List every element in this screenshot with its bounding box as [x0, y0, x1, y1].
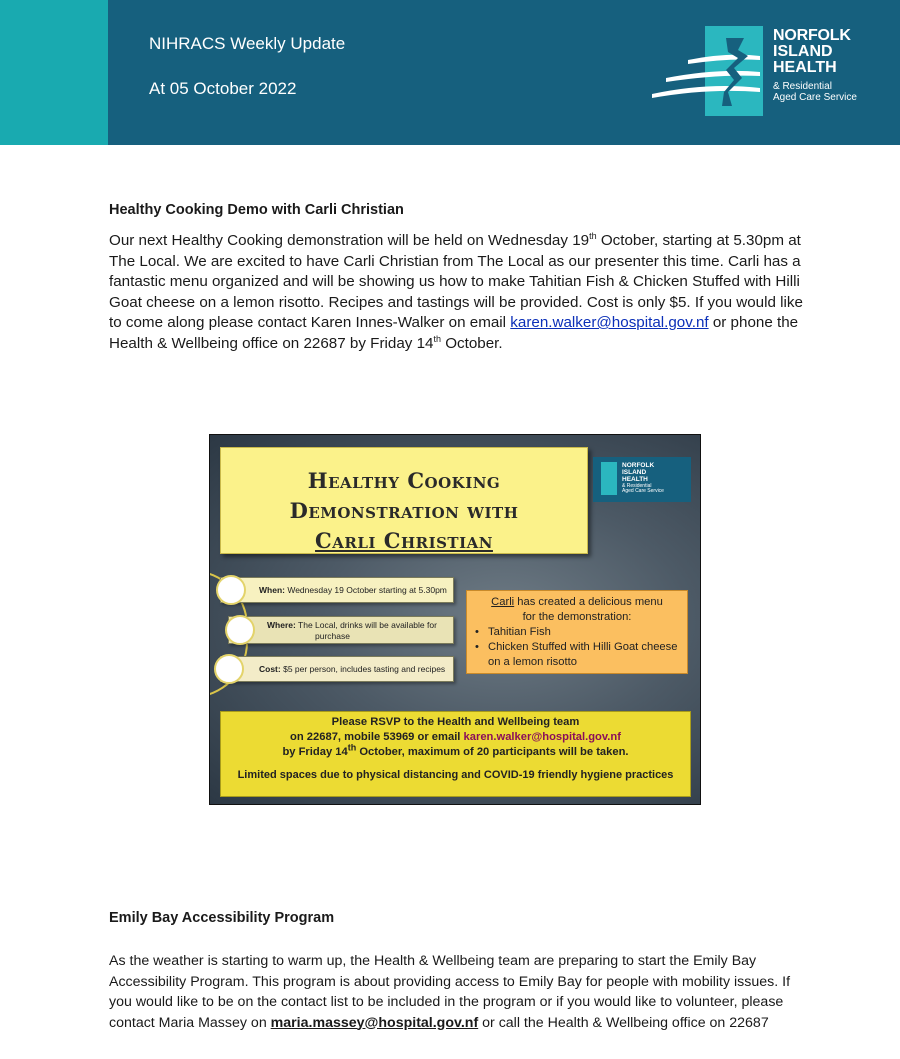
flyer-menu-box: [466, 590, 688, 674]
logo-text-line5: Aged Care Service: [773, 92, 857, 103]
where-label: Where:: [267, 620, 296, 630]
body-text: October.: [441, 334, 503, 352]
cost-text: $5 per person, includes tasting and recipes: [280, 664, 446, 674]
flyer-logo-line4: & Residential: [622, 483, 652, 489]
rsvp-line1: Please RSVP to the Health and Wellbeing team: [331, 716, 580, 728]
where-text-2: purchase: [315, 631, 350, 641]
when-label: When:: [259, 585, 285, 595]
cost-label: Cost:: [259, 664, 281, 674]
menu-list: [473, 625, 681, 670]
article-body-cooking-demo: [109, 231, 809, 354]
newsletter-title: NIHRACS Weekly Update: [149, 34, 346, 53]
body-text: or phone the Health & Wellbeing office on 22687 by Friday 14: [109, 314, 799, 352]
logo-text-line2: ISLAND: [773, 43, 833, 60]
limited-spaces-note: Limited spaces due to physical distancing and COVID-19 friendly hygiene practices: [237, 769, 674, 781]
menu-heading: [473, 595, 681, 610]
header-accent-bar: [0, 0, 108, 145]
page-header: [0, 0, 900, 145]
flyer-logo-line3: HEALTH: [622, 476, 648, 483]
rsvp-email: karen.walker@hospital.gov.nf: [463, 731, 621, 743]
menu-heading-name: Carli: [491, 596, 515, 608]
flyer-when-row: [220, 577, 454, 603]
bullet-circle-icon: [216, 575, 246, 605]
article-heading-cooking-demo: Healthy Cooking Demo with Carli Christian: [109, 202, 404, 218]
email-link-maria[interactable]: maria.massey@hospital.gov.nf: [270, 1014, 479, 1031]
newsletter-date: At 05 October 2022: [149, 79, 297, 98]
rsvp-line2-text: on 22687, mobile 53969 or email: [290, 731, 464, 743]
menu-heading-rest: has created a delicious menu: [514, 596, 663, 608]
flyer-where-row: [228, 616, 454, 644]
ordinal-suffix: th: [347, 742, 357, 753]
article-body-emily-bay: [109, 951, 799, 1033]
logo-mark-icon: [601, 462, 617, 495]
body-text: As the weather is starting to warm up, the Health & Wellbeing team are preparing to start the Emily Bay Accessibility Program. This program is about providing access to Emily Bay for people with mobility issues. If you would like to be on the contact list to be included in the program or if you would like to volunteer, please contact Maria Massey on: [109, 953, 791, 1031]
logo-text-line3: HEALTH: [773, 59, 837, 76]
logo-text-line1: NORFOLK: [773, 27, 851, 44]
rsvp-line2: [221, 730, 690, 745]
email-link-karen[interactable]: karen.walker@hospital.gov.nf: [510, 314, 709, 331]
cooking-demo-flyer: [209, 434, 701, 805]
body-text: October, starting at 5.30pm at The Local. We are excited to have Carli Christian from The Local as our presenter this time. Carli has a fantastic menu organized and will be showing us how to make Tahitian Fish & Chicken Stuffed with Hilli Goat cheese on a lemon risotto. Recipes and tastings will be provided. Cost is only $5. If you would like to come along please contact Karen Innes-Walker on email: [109, 232, 803, 331]
when-text: Wednesday 19 October starting at 5.30pm: [284, 585, 447, 595]
flyer-title-line2: Demonstration with: [289, 498, 519, 523]
rsvp-line3-text-b: October, maximum of 20 participants will be taken.: [356, 746, 629, 758]
flyer-rsvp-box: [220, 711, 691, 797]
flyer-logo-line5: Aged Care Service: [622, 488, 664, 494]
menu-item: • Chicken Stuffed with Hilli Goat cheese on a lemon risotto: [473, 640, 681, 670]
menu-heading-line2: for the demonstration:: [522, 611, 632, 623]
bullet-circle-icon: [225, 615, 255, 645]
flyer-title-line3: Carli Christian: [315, 528, 493, 553]
flyer-cost-row: [220, 656, 454, 682]
rsvp-line3: [221, 742, 690, 760]
flyer-logo: [593, 457, 691, 502]
body-text: Our next Healthy Cooking demonstration will be held on Wednesday 19: [109, 232, 590, 249]
flyer-title-box: [220, 447, 588, 554]
ordinal-suffix: th: [433, 333, 441, 344]
rsvp-line3-text: by Friday 14: [282, 746, 348, 758]
flyer-logo-line2: ISLAND: [622, 469, 647, 476]
bullet-circle-icon: [214, 654, 244, 684]
menu-item: • Tahitian Fish: [473, 625, 681, 640]
where-text: The Local, drinks will be available for: [295, 620, 437, 630]
article-heading-emily-bay: Emily Bay Accessibility Program: [109, 910, 335, 926]
logo-swoosh-icon: [648, 22, 768, 122]
flyer-logo-line1: NORFOLK: [622, 462, 655, 469]
body-text: or call the Health & Wellbeing office on 22687: [478, 1014, 769, 1031]
ordinal-suffix: th: [589, 230, 597, 241]
norfolk-island-health-logo: [648, 22, 888, 122]
logo-text-line4: & Residential: [773, 81, 832, 92]
flyer-title-line1: Healthy Cooking: [307, 468, 501, 493]
